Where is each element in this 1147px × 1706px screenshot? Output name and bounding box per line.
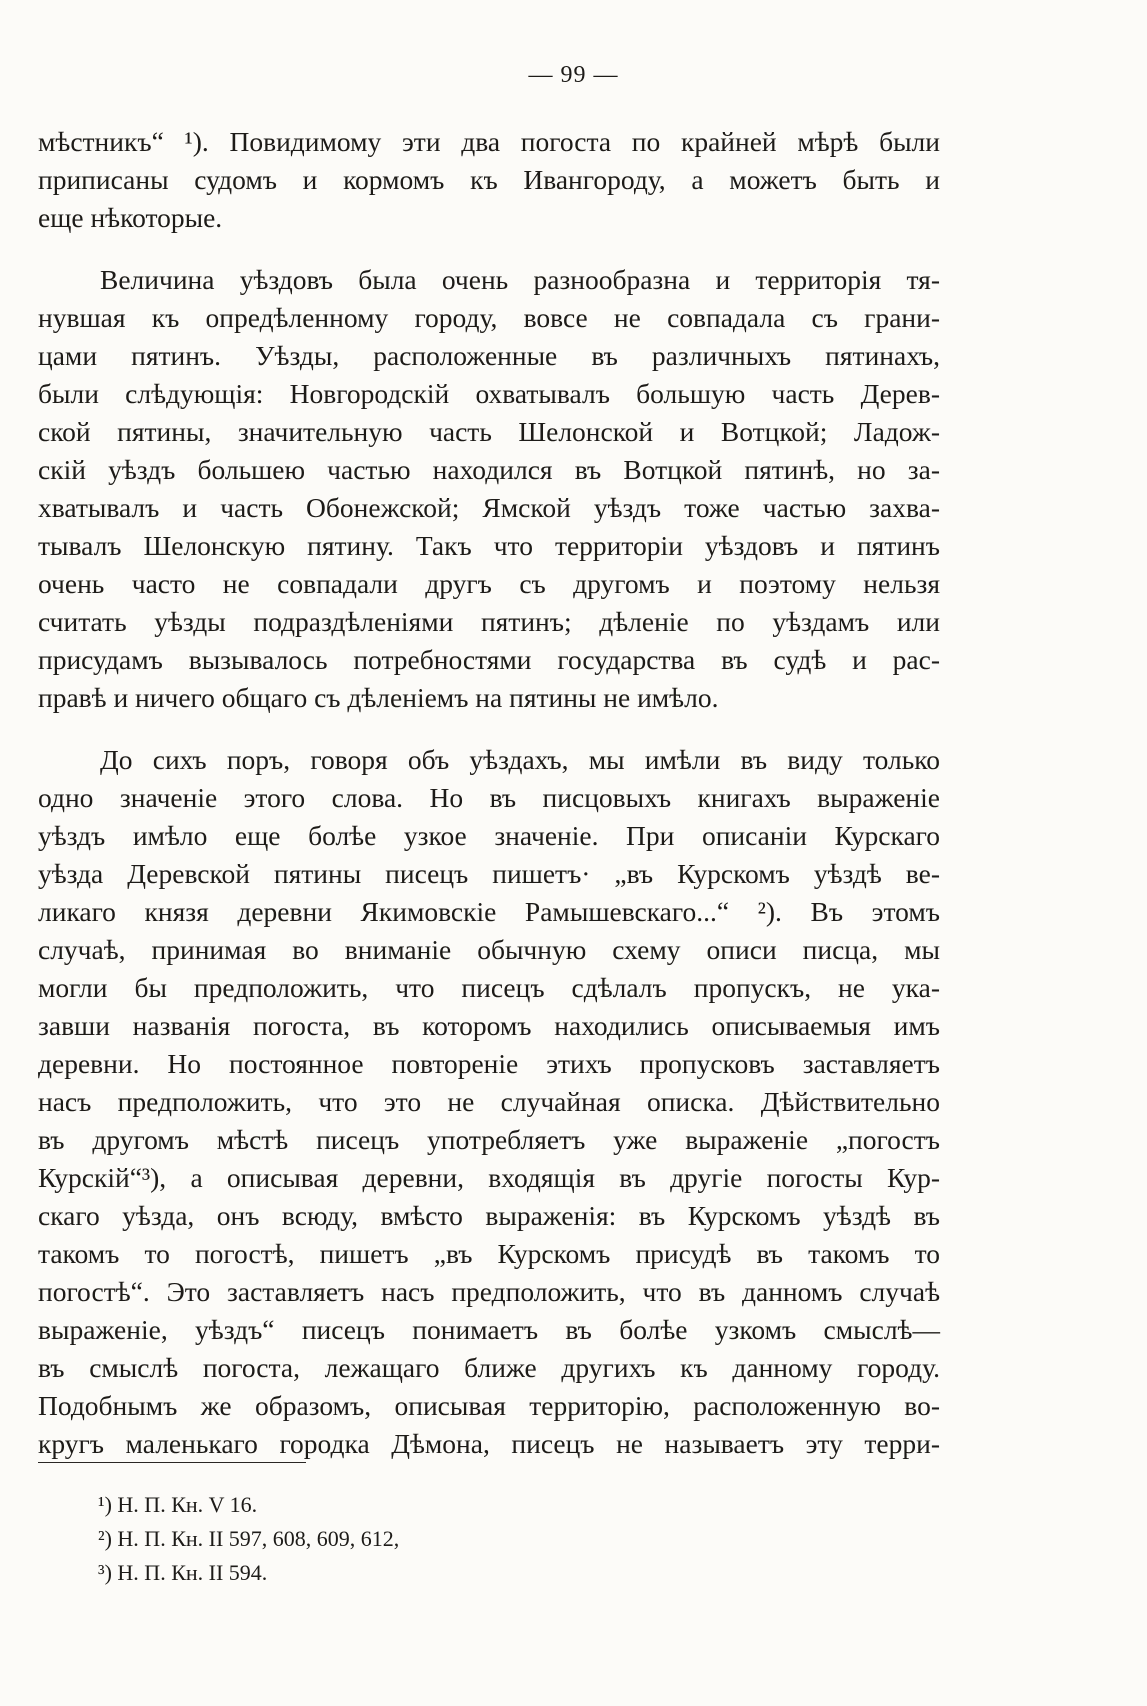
text-line: ской пятины, значительную часть Шелонской и Вотцкой; Ладож- <box>38 416 940 447</box>
body-text <box>38 123 940 1463</box>
text-line: погостѣ“. Это заставляетъ насъ предположить, что въ данномъ случаѣ <box>38 1276 940 1307</box>
text-line: одно значеніе этого слова. Но въ писцовыхъ книгахъ выраженіе <box>38 782 940 813</box>
paragraph-2 <box>38 261 940 717</box>
text-line: мѣстникъ“ ¹). Повидимому эти два погоста по крайней мѣрѣ были <box>38 126 940 157</box>
footnote-2: ²) Н. П. Кн. II 597, 608, 609, 612, <box>98 1526 400 1551</box>
footnote-1: ¹) Н. П. Кн. V 16. <box>98 1492 258 1517</box>
text-line: хватывалъ и часть Обонежской; Ямской уѣздъ тоже частью захва- <box>38 492 940 523</box>
text-line: могли бы предположить, что писецъ сдѣлалъ пропускъ, не ука- <box>38 972 940 1003</box>
text-line: насъ предположить, что это не случайная описка. Дѣйствительно <box>38 1086 940 1117</box>
text-line: нувшая къ опредѣленному городу, вовсе не совпадала съ грани- <box>38 302 940 333</box>
text-line: были слѣдующія: Новгородскій охватывалъ большую часть Дерев- <box>38 378 940 409</box>
text-line: До сихъ поръ, говоря объ уѣздахъ, мы имѣли въ виду только <box>100 744 940 775</box>
text-line: въ другомъ мѣстѣ писецъ употребляетъ уже выраженіе „погостъ <box>38 1124 940 1155</box>
text-line: уѣзда Деревской пятины писецъ пишетъ· „въ Курскомъ уѣздѣ ве- <box>38 858 940 889</box>
text-line: Подобнымъ же образомъ, описывая территорію, расположенную во- <box>38 1390 940 1421</box>
text-line: въ смыслѣ погоста, лежащаго ближе другихъ къ данному городу. <box>38 1352 940 1383</box>
text-line: правѣ и ничего общаго съ дѣленіемъ на пятины не имѣло. <box>38 682 719 713</box>
text-line: случаѣ, принимая во вниманіе обычную схему описи писца, мы <box>38 934 940 965</box>
text-line: скій уѣздъ большею частью находился въ Вотцкой пятинѣ, но за- <box>38 454 940 485</box>
text-line: считать уѣзды подраздѣленіями пятинъ; дѣленіе по уѣздамъ или <box>38 606 940 637</box>
page-number: — 99 — <box>528 62 619 88</box>
paragraph-1 <box>38 123 940 237</box>
text-line: кругъ маленькаго городка Дѣмона, писецъ не называетъ эту терри- <box>38 1428 940 1459</box>
text-line: присудамъ вызывалось потребностями государства въ судѣ и рас- <box>38 644 940 675</box>
text-line: очень часто не совпадали другъ съ другомъ и поэтому нельзя <box>38 568 940 599</box>
text-line: приписаны судомъ и кормомъ къ Ивангороду, а можетъ быть и <box>38 164 940 195</box>
text-line: деревни. Но постоянное повтореніе этихъ пропусковъ заставляетъ <box>38 1048 940 1079</box>
text-line: ликаго князя деревни Якимовскіе Рамышевскаго...“ ²). Въ этомъ <box>38 896 940 927</box>
text-line: тывалъ Шелонскую пятину. Такъ что территоріи уѣздовъ и пятинъ <box>38 530 940 561</box>
text-line: выраженіе, уѣздъ“ писецъ понимаетъ въ болѣе узкомъ смыслѣ— <box>38 1314 940 1345</box>
text-line: уѣздъ имѣло еще болѣе узкое значеніе. При описаніи Курскаго <box>38 820 940 851</box>
footnotes <box>98 1488 658 1590</box>
text-line: скаго уѣзда, онъ всюду, вмѣсто выраженія: въ Курскомъ уѣздѣ въ <box>38 1200 940 1231</box>
text-line: завши названія погоста, въ которомъ находились описываемыя имъ <box>38 1010 940 1041</box>
text-line: еще нѣкоторые. <box>38 202 223 233</box>
footnote-divider <box>38 1462 306 1463</box>
text-line: цами пятинъ. Уѣзды, расположенные въ различныхъ пятинахъ, <box>38 340 940 371</box>
footnote-3: ³) Н. П. Кн. II 594. <box>98 1560 268 1585</box>
text-line: такомъ то погостѣ, пишетъ „въ Курскомъ присудѣ въ такомъ то <box>38 1238 940 1269</box>
text-line: Величина уѣздовъ была очень разнообразна и территорія тя- <box>100 264 940 295</box>
text-line: Курскій“³), а описывая деревни, входящія въ другіе погосты Кур- <box>38 1162 940 1193</box>
paragraph-3 <box>38 741 940 1463</box>
